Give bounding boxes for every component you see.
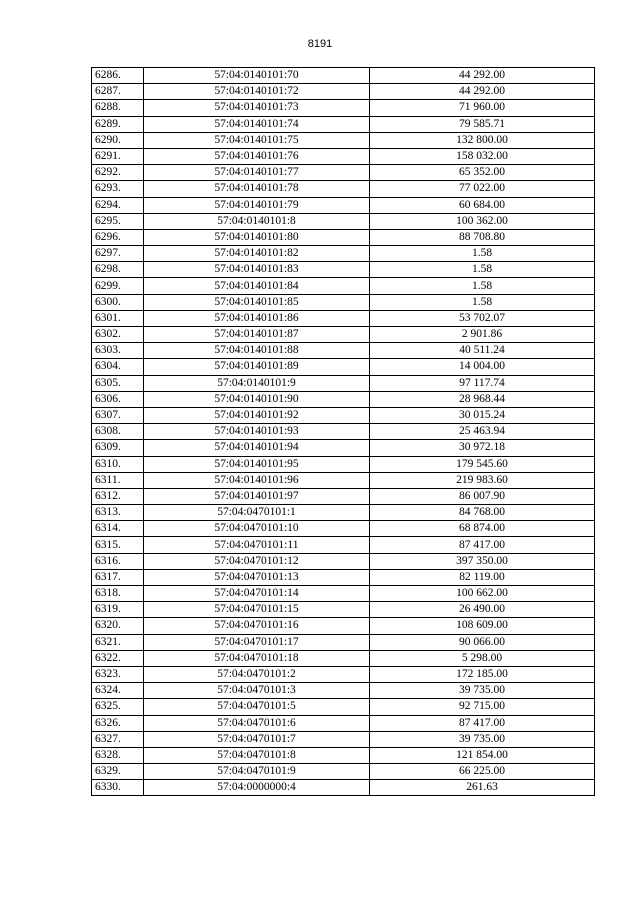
cadastral-value-cell: 179 545.60 [370, 456, 595, 472]
cadastral-value-cell: 30 972.18 [370, 440, 595, 456]
table-row [92, 197, 595, 213]
row-number-cell: 6309. [92, 440, 144, 456]
row-number-cell: 6317. [92, 569, 144, 585]
cadastral-number-cell: 57:04:0140101:72 [144, 84, 370, 100]
row-number-cell: 6319. [92, 602, 144, 618]
cadastral-value-cell: 82 119.00 [370, 569, 595, 585]
cadastral-number-cell: 57:04:0140101:8 [144, 213, 370, 229]
cadastral-value-cell: 40 511.24 [370, 343, 595, 359]
cadastral-value-cell: 132 800.00 [370, 132, 595, 148]
cadastral-value-cell: 25 463.94 [370, 424, 595, 440]
row-number-cell: 6312. [92, 488, 144, 504]
table-row [92, 780, 595, 796]
cadastral-value-cell: 68 874.00 [370, 521, 595, 537]
table-row [92, 488, 595, 504]
table-row [92, 666, 595, 682]
cadastral-number-cell: 57:04:0470101:18 [144, 650, 370, 666]
row-number-cell: 6324. [92, 683, 144, 699]
row-number-cell: 6300. [92, 294, 144, 310]
table-row [92, 683, 595, 699]
table-row [92, 650, 595, 666]
cadastral-number-cell: 57:04:0140101:97 [144, 488, 370, 504]
cadastral-value-cell: 60 684.00 [370, 197, 595, 213]
cadastral-value-cell: 2 901.86 [370, 327, 595, 343]
cadastral-number-cell: 57:04:0470101:12 [144, 553, 370, 569]
table-row [92, 229, 595, 245]
cadastral-number-cell: 57:04:0140101:77 [144, 165, 370, 181]
table-row [92, 84, 595, 100]
table-row [92, 100, 595, 116]
cadastral-number-cell: 57:04:0470101:11 [144, 537, 370, 553]
cadastral-value-cell: 86 007.90 [370, 488, 595, 504]
cadastral-value-cell: 1.58 [370, 262, 595, 278]
cadastral-value-cell: 121 854.00 [370, 747, 595, 763]
row-number-cell: 6302. [92, 327, 144, 343]
table-row [92, 327, 595, 343]
row-number-cell: 6304. [92, 359, 144, 375]
table-row [92, 294, 595, 310]
row-number-cell: 6318. [92, 586, 144, 602]
cadastral-value-cell: 87 417.00 [370, 715, 595, 731]
table-row [92, 375, 595, 391]
cadastral-number-cell: 57:04:0140101:94 [144, 440, 370, 456]
cadastral-value-cell: 39 735.00 [370, 683, 595, 699]
row-number-cell: 6310. [92, 456, 144, 472]
cadastral-number-cell: 57:04:0140101:75 [144, 132, 370, 148]
table-row [92, 553, 595, 569]
row-number-cell: 6320. [92, 618, 144, 634]
table-row [92, 343, 595, 359]
row-number-cell: 6293. [92, 181, 144, 197]
table-row [92, 116, 595, 132]
cadastral-number-cell: 57:04:0140101:92 [144, 407, 370, 423]
row-number-cell: 6329. [92, 764, 144, 780]
row-number-cell: 6298. [92, 262, 144, 278]
cadastral-number-cell: 57:04:0470101:15 [144, 602, 370, 618]
cadastral-value-cell: 44 292.00 [370, 84, 595, 100]
row-number-cell: 6292. [92, 165, 144, 181]
table-row [92, 521, 595, 537]
cadastral-value-cell: 65 352.00 [370, 165, 595, 181]
table-row [92, 181, 595, 197]
cadastral-value-cell: 77 022.00 [370, 181, 595, 197]
table-row [92, 602, 595, 618]
cadastral-number-cell: 57:04:0140101:88 [144, 343, 370, 359]
cadastral-number-cell: 57:04:0140101:9 [144, 375, 370, 391]
cadastral-number-cell: 57:04:0140101:86 [144, 310, 370, 326]
cadastral-number-cell: 57:04:0470101:16 [144, 618, 370, 634]
cadastral-value-cell: 39 735.00 [370, 731, 595, 747]
cadastral-value-cell: 108 609.00 [370, 618, 595, 634]
cadastral-number-cell: 57:04:0470101:13 [144, 569, 370, 585]
table-row [92, 699, 595, 715]
cadastral-number-cell: 57:04:0470101:2 [144, 666, 370, 682]
cadastral-number-cell: 57:04:0470101:17 [144, 634, 370, 650]
table-body [92, 68, 595, 796]
row-number-cell: 6295. [92, 213, 144, 229]
table-row [92, 456, 595, 472]
table-row [92, 618, 595, 634]
cadastral-value-table [91, 67, 595, 796]
row-number-cell: 6308. [92, 424, 144, 440]
cadastral-number-cell: 57:04:0470101:14 [144, 586, 370, 602]
table-row [92, 213, 595, 229]
cadastral-number-cell: 57:04:0140101:89 [144, 359, 370, 375]
table-row [92, 440, 595, 456]
row-number-cell: 6313. [92, 505, 144, 521]
cadastral-value-cell: 1.58 [370, 294, 595, 310]
cadastral-number-cell: 57:04:0140101:96 [144, 472, 370, 488]
cadastral-value-cell: 87 417.00 [370, 537, 595, 553]
row-number-cell: 6303. [92, 343, 144, 359]
row-number-cell: 6326. [92, 715, 144, 731]
cadastral-value-cell: 100 362.00 [370, 213, 595, 229]
cadastral-number-cell: 57:04:0140101:95 [144, 456, 370, 472]
table-row [92, 68, 595, 84]
row-number-cell: 6325. [92, 699, 144, 715]
cadastral-number-cell: 57:04:0140101:83 [144, 262, 370, 278]
cadastral-number-cell: 57:04:0470101:8 [144, 747, 370, 763]
table-row [92, 132, 595, 148]
cadastral-value-cell: 44 292.00 [370, 68, 595, 84]
table-row [92, 278, 595, 294]
cadastral-number-cell: 57:04:0140101:82 [144, 246, 370, 262]
row-number-cell: 6294. [92, 197, 144, 213]
table-row [92, 424, 595, 440]
row-number-cell: 6291. [92, 148, 144, 164]
cadastral-number-cell: 57:04:0140101:93 [144, 424, 370, 440]
row-number-cell: 6315. [92, 537, 144, 553]
table-row [92, 359, 595, 375]
table-row [92, 505, 595, 521]
row-number-cell: 6299. [92, 278, 144, 294]
table-row [92, 569, 595, 585]
cadastral-value-cell: 5 298.00 [370, 650, 595, 666]
row-number-cell: 6290. [92, 132, 144, 148]
row-number-cell: 6330. [92, 780, 144, 796]
row-number-cell: 6286. [92, 68, 144, 84]
table-row [92, 472, 595, 488]
row-number-cell: 6311. [92, 472, 144, 488]
table-row [92, 407, 595, 423]
row-number-cell: 6307. [92, 407, 144, 423]
cadastral-number-cell: 57:04:0140101:74 [144, 116, 370, 132]
row-number-cell: 6288. [92, 100, 144, 116]
cadastral-value-cell: 219 983.60 [370, 472, 595, 488]
table-row [92, 148, 595, 164]
row-number-cell: 6297. [92, 246, 144, 262]
cadastral-value-cell: 14 004.00 [370, 359, 595, 375]
cadastral-value-cell: 100 662.00 [370, 586, 595, 602]
cadastral-number-cell: 57:04:0140101:87 [144, 327, 370, 343]
cadastral-number-cell: 57:04:0470101:10 [144, 521, 370, 537]
cadastral-value-cell: 90 066.00 [370, 634, 595, 650]
cadastral-number-cell: 57:04:0470101:5 [144, 699, 370, 715]
table-row [92, 262, 595, 278]
table-row [92, 246, 595, 262]
row-number-cell: 6323. [92, 666, 144, 682]
cadastral-value-cell: 172 185.00 [370, 666, 595, 682]
row-number-cell: 6296. [92, 229, 144, 245]
cadastral-value-cell: 261.63 [370, 780, 595, 796]
cadastral-value-cell: 92 715.00 [370, 699, 595, 715]
page-number: 8191 [307, 38, 333, 50]
cadastral-value-cell: 97 117.74 [370, 375, 595, 391]
cadastral-value-cell: 30 015.24 [370, 407, 595, 423]
cadastral-number-cell: 57:04:0470101:6 [144, 715, 370, 731]
cadastral-number-cell: 57:04:0140101:85 [144, 294, 370, 310]
cadastral-number-cell: 57:04:0140101:84 [144, 278, 370, 294]
cadastral-number-cell: 57:04:0140101:73 [144, 100, 370, 116]
cadastral-value-cell: 158 032.00 [370, 148, 595, 164]
cadastral-number-cell: 57:04:0140101:76 [144, 148, 370, 164]
row-number-cell: 6301. [92, 310, 144, 326]
row-number-cell: 6327. [92, 731, 144, 747]
cadastral-value-cell: 88 708.80 [370, 229, 595, 245]
row-number-cell: 6287. [92, 84, 144, 100]
cadastral-value-cell: 1.58 [370, 246, 595, 262]
row-number-cell: 6314. [92, 521, 144, 537]
row-number-cell: 6316. [92, 553, 144, 569]
cadastral-value-cell: 26 490.00 [370, 602, 595, 618]
row-number-cell: 6322. [92, 650, 144, 666]
cadastral-number-cell: 57:04:0140101:80 [144, 229, 370, 245]
table-row [92, 715, 595, 731]
cadastral-value-cell: 53 702.07 [370, 310, 595, 326]
cadastral-value-cell: 84 768.00 [370, 505, 595, 521]
cadastral-value-cell: 79 585.71 [370, 116, 595, 132]
table-row [92, 747, 595, 763]
cadastral-number-cell: 57:04:0000000:4 [144, 780, 370, 796]
cadastral-number-cell: 57:04:0470101:3 [144, 683, 370, 699]
cadastral-number-cell: 57:04:0470101:9 [144, 764, 370, 780]
cadastral-value-cell: 397 350.00 [370, 553, 595, 569]
table-row [92, 310, 595, 326]
row-number-cell: 6289. [92, 116, 144, 132]
cadastral-value-cell: 1.58 [370, 278, 595, 294]
cadastral-number-cell: 57:04:0470101:7 [144, 731, 370, 747]
table-row [92, 391, 595, 407]
cadastral-value-cell: 71 960.00 [370, 100, 595, 116]
cadastral-number-cell: 57:04:0140101:79 [144, 197, 370, 213]
cadastral-value-cell: 66 225.00 [370, 764, 595, 780]
table-row [92, 764, 595, 780]
cadastral-number-cell: 57:04:0140101:70 [144, 68, 370, 84]
table-row [92, 731, 595, 747]
cadastral-number-cell: 57:04:0470101:1 [144, 505, 370, 521]
cadastral-value-cell: 28 968.44 [370, 391, 595, 407]
row-number-cell: 6328. [92, 747, 144, 763]
row-number-cell: 6321. [92, 634, 144, 650]
table-row [92, 165, 595, 181]
table-row [92, 537, 595, 553]
row-number-cell: 6306. [92, 391, 144, 407]
table-row [92, 634, 595, 650]
cadastral-number-cell: 57:04:0140101:90 [144, 391, 370, 407]
cadastral-number-cell: 57:04:0140101:78 [144, 181, 370, 197]
row-number-cell: 6305. [92, 375, 144, 391]
table-row [92, 586, 595, 602]
